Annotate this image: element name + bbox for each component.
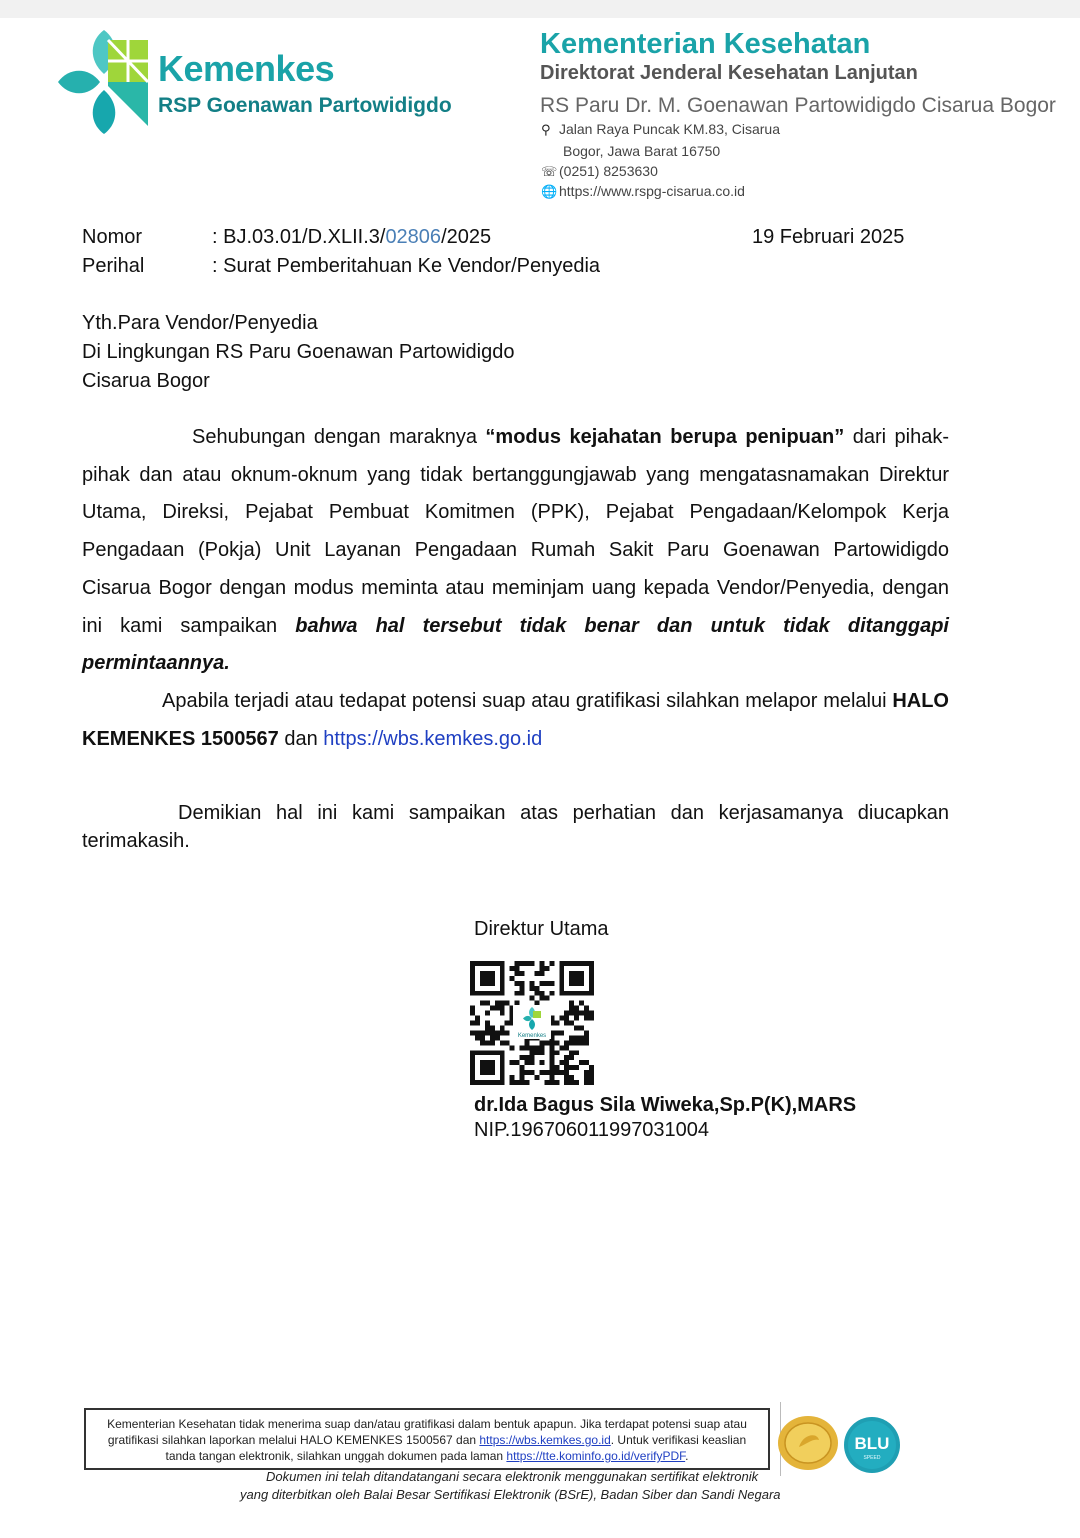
address-line2: Bogor, Jawa Barat 16750: [563, 143, 721, 159]
nomor-value: : BJ.03.01/D.XLII.3/02806/2025: [212, 226, 492, 248]
phone-icon: ☏: [541, 164, 558, 179]
nomor-number: 02806: [385, 226, 442, 248]
recipient-line3: Cisarua Bogor: [82, 370, 210, 392]
signatory-nip: NIP.196706011997031004: [474, 1119, 710, 1141]
ministry-title: Kementerian Kesehatan: [540, 28, 871, 60]
recipient-line1: Yth.Para Vendor/Penyedia: [82, 312, 318, 334]
phone-number: (0251) 8253630: [559, 163, 658, 179]
svg-text:SPEED: SPEED: [863, 1455, 881, 1461]
location-pin-icon: ⚲: [541, 122, 551, 137]
signatory-name: dr.Ida Bagus Sila Wiweka,Sp.P(K),MARS: [474, 1094, 857, 1116]
esign-note-line2: yang diterbitkan oleh Balai Besar Sertifikasi Elektronik (BSrE), Badan Siber dan Sandi Negara: [240, 1487, 781, 1502]
hotline: HALO KEMENKES 1500567: [82, 690, 949, 750]
top-strip: [0, 0, 1080, 18]
directorate-title: Direktorat Jenderal Kesehatan Lanjutan: [540, 62, 918, 84]
website-link[interactable]: https://www.rspg-cisarua.co.id: [559, 183, 745, 199]
qr-kemenkes-logo-icon: [513, 1005, 551, 1039]
scam-phrase: “modus kejahatan berupa penipuan”: [485, 426, 845, 448]
logo-name: Kemenkes: [158, 48, 335, 89]
signatory-title: Direktur Utama: [474, 918, 609, 940]
address-line1: Jalan Raya Puncak KM.83, Cisarua: [559, 121, 780, 137]
body-paragraph-2: Apabila terjadi atau tedapat potensi suap atau gratifikasi silahkan melapor melalui HALO KEMENKES 1500567 dan https://wbs.kemkes.go.id: [82, 690, 949, 750]
warning-statement: bahwa hal tersebut tidak benar dan untuk tidak ditanggapi permintaannya.: [82, 614, 949, 675]
perihal-value: : Surat Pemberitahuan Ke Vendor/Penyedia: [212, 255, 601, 277]
footer-verify-link[interactable]: https://tte.kominfo.go.id/verifyPDF: [506, 1449, 686, 1463]
svg-text:Kemenkes: Kemenkes: [517, 1033, 547, 1039]
nomor-label: Nomor: [82, 226, 143, 248]
kemenkes-logo-icon: [56, 26, 152, 138]
body-paragraph-1: Sehubungan dengan maraknya “modus kejahatan berupa penipuan” dari pihak-pihak dan atau oknum-oknum yang tidak bertanggungjawab yang mengatasnamakan Direktur Utama, Direksi, Pejabat Pembuat Komitmen (PPK), Pejabat Pengadaan/Kelompok Kerja Pengadaan (Pokja) Unit Layanan Pengadaan Rumah Sakit Paru Goenawan Partowidigdo Cisarua Bogor dengan modus meminta atau meminjam uang kepada Vendor/Penyedia, dengan ini kami sampaikan bahwa hal tersebut tidak benar dan untuk tidak ditanggapi permintaannya.: [82, 426, 950, 675]
body-paragraph-3: Demikian hal ini kami sampaikan atas perhatian dan kerjasamanya diucapkan terimakasih.: [82, 802, 949, 852]
anti-gratification-notice: Kementerian Kesehatan tidak menerima suap dan/atau gratifikasi dalam bentuk apapun. Jika terdapat potensi suap atau gratifikasi silahkan laporkan melalui HALO KEMENKES 1500567 dan https://wbs.kemkes.go.id. Untuk verifikasi keaslian tanda tangan elektronik, silahkan unggah dokumen pada laman https://tte.kominfo.go.id/verifyPDF.: [84, 1408, 770, 1470]
wbs-link[interactable]: https://wbs.kemkes.go.id: [323, 727, 543, 750]
bsre-seal-icon: [777, 1414, 839, 1472]
website-row: [541, 183, 745, 200]
esign-note-line1: Dokumen ini telah ditandatangani secara elektronik menggunakan sertifikat elektronik: [266, 1469, 759, 1484]
perihal-label: Perihal: [82, 255, 145, 277]
address-row: [541, 121, 780, 138]
phone-row: [541, 163, 658, 180]
logo-subtitle: RSP Goenawan Partowidigdo: [158, 94, 452, 117]
globe-icon: 🌐: [541, 184, 558, 199]
svg-text:BLU: BLU: [854, 1434, 890, 1453]
recipient-line2: Di Lingkungan RS Paru Goenawan Partowidigdo: [82, 341, 515, 363]
blu-speed-badge-icon: [843, 1416, 901, 1474]
letter-date: 19 Februari 2025: [752, 226, 905, 248]
hospital-name: RS Paru Dr. M. Goenawan Partowidigdo Cisarua Bogor: [540, 94, 1056, 117]
footer-wbs-link[interactable]: https://wbs.kemkes.go.id: [479, 1433, 611, 1447]
